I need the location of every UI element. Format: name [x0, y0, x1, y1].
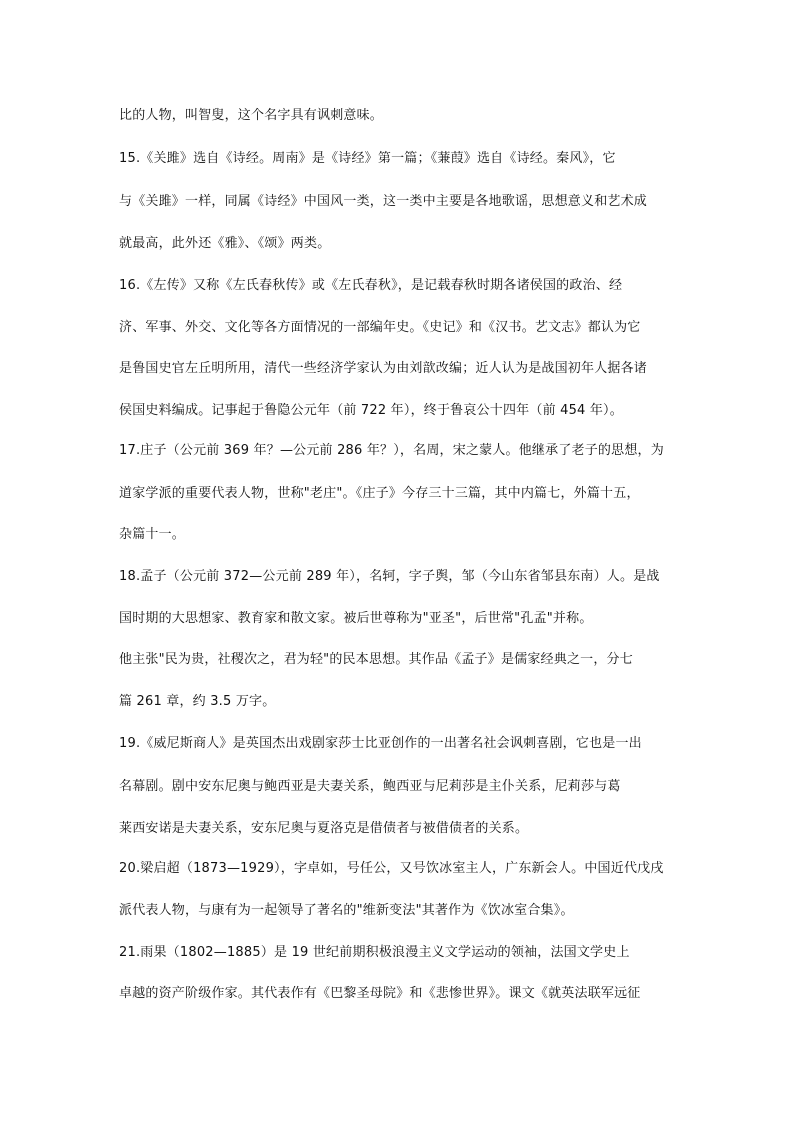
text-line: 是鲁国史官左丘明所用，清代一些经济学家认为由刘歆改编；近人认为是战国初年人据各诸 — [119, 361, 648, 376]
text-line: 就最高，此外还《雅》、《颂》两类。 — [119, 236, 331, 251]
text-line: 道家学派的重要代表人物，世称"老庄"。《庄子》今存三十三篇，其中内篇七，外篇十五， — [119, 486, 640, 501]
text-line: 18.孟子（公元前 372—公元前 289 年），名轲，字子舆，邹（今山东省邹县东南）人。是战 — [119, 569, 660, 584]
text-line: 16.《左传》又称《左氏春秋传》或《左氏春秋》，是记载春秋时期各诸侯国的政治、经 — [119, 278, 623, 293]
text-line: 卓越的资产阶级作家。其代表作有《巴黎圣母院》和《悲惨世界》。课文《就英法联军远征 — [119, 986, 641, 1001]
text-line: 篇 261 章，约 3.5 万字。 — [119, 694, 276, 709]
text-line: 侯国史料编成。记事起于鲁隐公元年（前 722 年），终于鲁哀公十四年（前 454 年）。 — [119, 403, 623, 418]
text-line: 杂篇十一。 — [119, 527, 186, 542]
text-line: 名幕剧。剧中安东尼奥与鲍西亚是夫妻关系，鲍西亚与尼莉莎是主仆关系，尼莉莎与葛 — [119, 779, 621, 794]
text-line: 济、军事、外交、文化等各方面情况的一部编年史。《史记》和《汉书。艺文志》都认为它 — [119, 320, 641, 335]
text-line: 比的人物，叫智叟，这个名字具有讽刺意味。 — [119, 108, 384, 123]
text-line: 派代表人物，与康有为一起领导了著名的"维新变法"其著作为《饮冰室合集》。 — [119, 903, 574, 918]
text-line: 他主张"民为贵，社稷次之，君为轻"的民本思想。其作品《孟子》是儒家经典之一，分七 — [119, 652, 633, 667]
text-line: 国时期的大思想家、教育家和散文家。被后世尊称为"亚圣"，后世常"孔孟"并称。 — [119, 611, 593, 626]
text-line: 17.庄子（公元前 369 年？—公元前 286 年？），名周，宋之蒙人。他继承了老子的思想，为 — [119, 443, 664, 458]
text-line: 21.雨果（1802—1885）是 19 世纪前期积极浪漫主义文学运动的领袖，法国文学史上 — [119, 945, 630, 960]
text-line: 与《关雎》一样，同属《诗经》中国风一类，这一类中主要是各地歌谣，思想意义和艺术成 — [119, 194, 648, 209]
text-line: 20.梁启超（1873—1929），字卓如，号任公，又号饮冰室主人，广东新会人。中国近代戊戌 — [119, 861, 664, 876]
text-line: 莱西安诺是夫妻关系，安东尼奥与夏洛克是借债者与被借债者的关系。 — [119, 821, 529, 836]
text-line: 19.《威尼斯商人》是英国杰出戏剧家莎士比亚创作的一出著名社会讽刺喜剧，它也是一出 — [119, 736, 642, 751]
text-line: 15.《关雎》选自《诗经。周南》是《诗经》第一篇；《蒹葭》选自《诗经。秦风》，它 — [119, 151, 616, 166]
